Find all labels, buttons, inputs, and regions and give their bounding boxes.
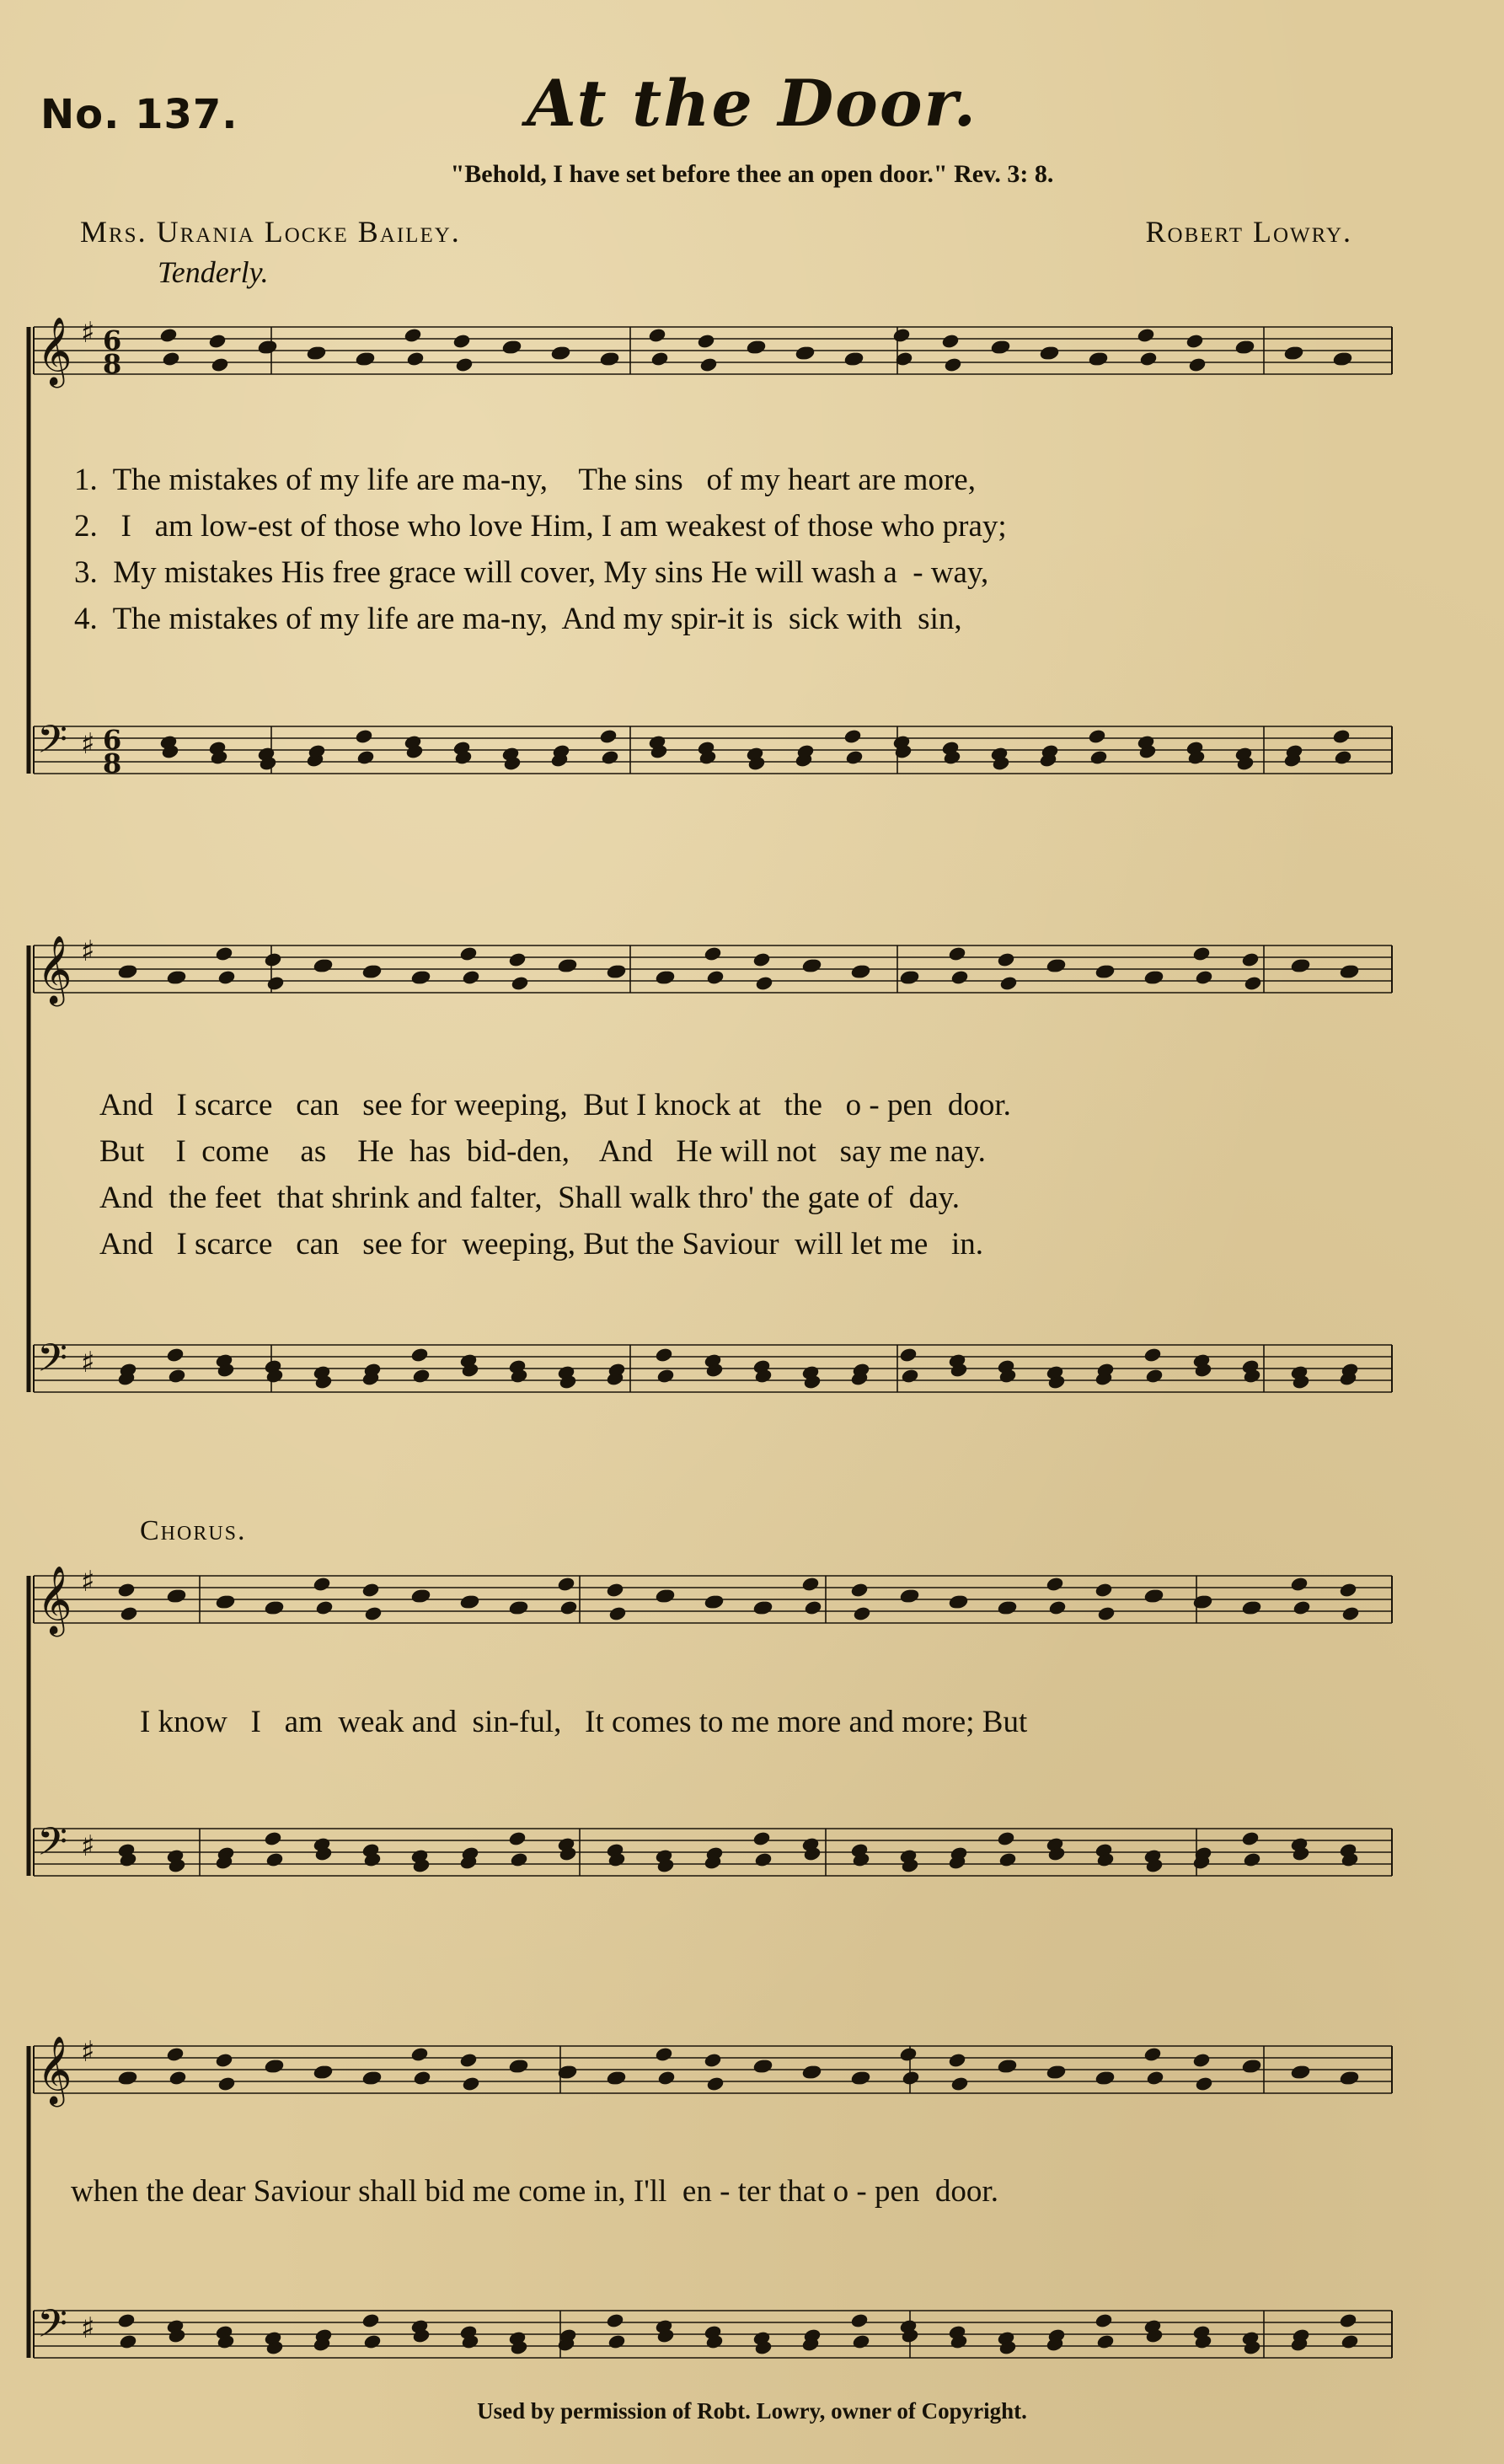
composer-credit: Robert Lowry. [1145, 215, 1352, 249]
verse-line-3: 3. My mistakes His free grace will cover, My sins He will wash a - way, [74, 555, 989, 590]
svg-text:♯: ♯ [81, 1346, 95, 1379]
svg-text:♯: ♯ [81, 316, 95, 350]
hymn-title: At the Door. [526, 66, 978, 141]
svg-text:♯: ♯ [81, 1565, 95, 1599]
hymn-number: No. 137. [40, 91, 238, 138]
chorus-lyric-line-1: I know I am weak and sin-ful, It comes to me more and more; But [140, 1705, 1028, 1739]
copyright-footer: Used by permission of Robt. Lowry, owner of Copyright. [477, 2398, 1027, 2424]
svg-text:♯: ♯ [81, 935, 95, 968]
verse-cont-line-3: And the feet that shrink and falter, Shall walk thro' the gate of day. [99, 1181, 961, 1215]
verse-line-2: 2. I am low-est of those who love Him, I am weakest of those who pray; [74, 509, 1007, 544]
epigraph: "Behold, I have set before thee an open door." Rev. 3: 8. [450, 160, 1054, 188]
verse-cont-line-2: But I come as He has bid-den, And He will not say me nay. [99, 1134, 986, 1169]
svg-text:♯: ♯ [81, 2035, 95, 2069]
verse-cont-line-4: And I scarce can see for weeping, But the Saviour will let me in. [99, 1227, 984, 1261]
chorus-lyric-line-2: when the dear Saviour shall bid me come in, I'll en - ter that o - pen door. [71, 2174, 998, 2209]
chorus-label: Chorus. [140, 1515, 247, 1546]
svg-text:6: 6 [103, 324, 122, 356]
svg-text:𝄞: 𝄞 [37, 2035, 72, 2104]
svg-text:𝄞: 𝄞 [37, 1565, 72, 1634]
svg-text:8: 8 [103, 348, 122, 380]
svg-text:𝄢: 𝄢 [37, 1336, 68, 1390]
svg-text:𝄞: 𝄞 [37, 316, 72, 385]
svg-text:♯: ♯ [81, 727, 95, 761]
tempo-marking: Tenderly. [158, 255, 269, 289]
svg-text:𝄢: 𝄢 [37, 717, 68, 772]
svg-text:𝄢: 𝄢 [37, 2301, 68, 2356]
svg-text:♯: ♯ [81, 1829, 95, 1863]
verse-line-4: 4. The mistakes of my life are ma-ny, And my spir-it is sick with sin, [74, 602, 962, 636]
svg-text:8: 8 [103, 747, 122, 779]
svg-text:𝄞: 𝄞 [37, 935, 72, 1004]
svg-text:♯: ♯ [81, 2311, 95, 2345]
author-credit: Mrs. Urania Locke Bailey. [80, 215, 461, 249]
verse-line-1: 1. The mistakes of my life are ma-ny, The sins of my heart are more, [74, 463, 976, 497]
svg-text:𝄢: 𝄢 [37, 1819, 68, 1874]
verse-cont-line-1: And I scarce can see for weeping, But I knock at the o - pen door. [99, 1088, 1011, 1122]
svg-text:6: 6 [103, 724, 122, 756]
